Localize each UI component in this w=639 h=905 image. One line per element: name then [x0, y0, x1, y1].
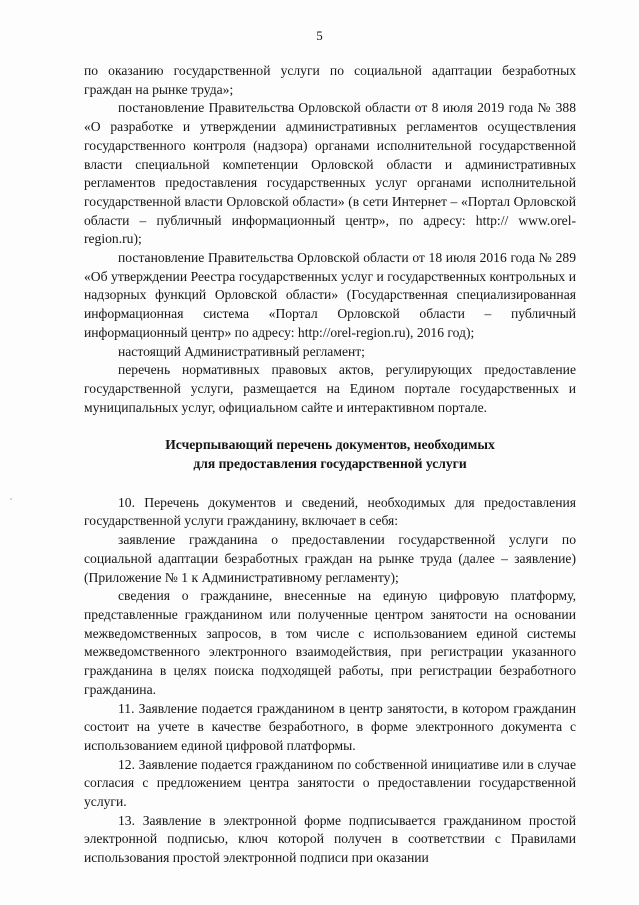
document-body: [84, 62, 576, 868]
paragraph-item-13: 13. Заявление в электронной форме подписывается гражданином простой электронной подписью, ключ которой получен в соответствии с Правилами использования простой электронной подписи при оказании: [84, 812, 576, 866]
scan-artifact: [10, 498, 12, 500]
paragraph-item-11: 11. Заявление подается гражданином в центр занятости, в котором гражданин состоит на учете в качестве безработного, в форме электронного документа с использованием единой цифровой платформы.: [84, 700, 576, 753]
paragraph-item-10: 10. Перечень документов и сведений, необходимых для предоставления государственной услуги гражданину, включает в себя:: [84, 494, 576, 529]
paragraph-application: заявление гражданина о предоставлении государственной услуги по социальной адаптации безработных граждан на рынке труда (далее – заявление) (Приложение № 1 к Административному регламенту);: [84, 532, 576, 585]
paragraph-citizen-info: сведения о гражданине, внесенные на единую цифровую платформу, представленные гражданином или полученные центром занятости на основании межведомственных запросов, в том числе с использованием единой системы межведомственного электронного взаимодействия, при регистрации указанного гражданина в целях поиска подходящей работы, при регистрации безработного гражданина.: [84, 588, 576, 697]
paragraph-continuation: по оказанию государственной услуги по социальной адаптации безработных граждан на рынке труда»;: [84, 63, 576, 97]
paragraph-regulation: настоящий Административный регламент;: [118, 343, 365, 359]
paragraph-item-12: 12. Заявление подается гражданином по собственной инициативе или в случае согласия с предложением центра занятости о предоставлении государственной услуги.: [84, 756, 576, 810]
section-heading: [84, 436, 576, 473]
section-heading-line-2: для предоставления государственной услуги: [193, 456, 467, 472]
paragraph-decree-289: постановление Правительства Орловской области от 18 июля 2016 года № 289 «Об утверждении Реестра государственных услуг и государственных контрольных и надзорных функций Орловской области» (Государственная специализированная информационная система «Портал Орловской области – публичный информационный центр» по адресу: http://orel-region.ru), 2016 год);: [84, 250, 576, 340]
section-heading-line-1: Исчерпывающий перечень документов, необходимых: [165, 437, 495, 453]
page-number: 5: [316, 28, 323, 43]
paragraph-decree-388: постановление Правительства Орловской области от 8 июля 2019 года № 388 «О разработке и утверждении административных регламентов осуществления государственного контроля (надзора) органами исполнительной государственной власти специальной компетенции Орловской области и административных регламентов предоставления государственных услуг органами исполнительной государственной власти Орловской области» (в сети Интернет – «Портал Орловской области – публичный информационный центр», по адресу: http:// www.orel-region.ru);: [84, 100, 576, 247]
paragraph-legal-acts-list: перечень нормативных правовых актов, регулирующих предоставление государственной услуги, размещается на Едином портале государственных и муниципальных услуг, официальном сайте и интерактивном портале.: [84, 362, 576, 415]
